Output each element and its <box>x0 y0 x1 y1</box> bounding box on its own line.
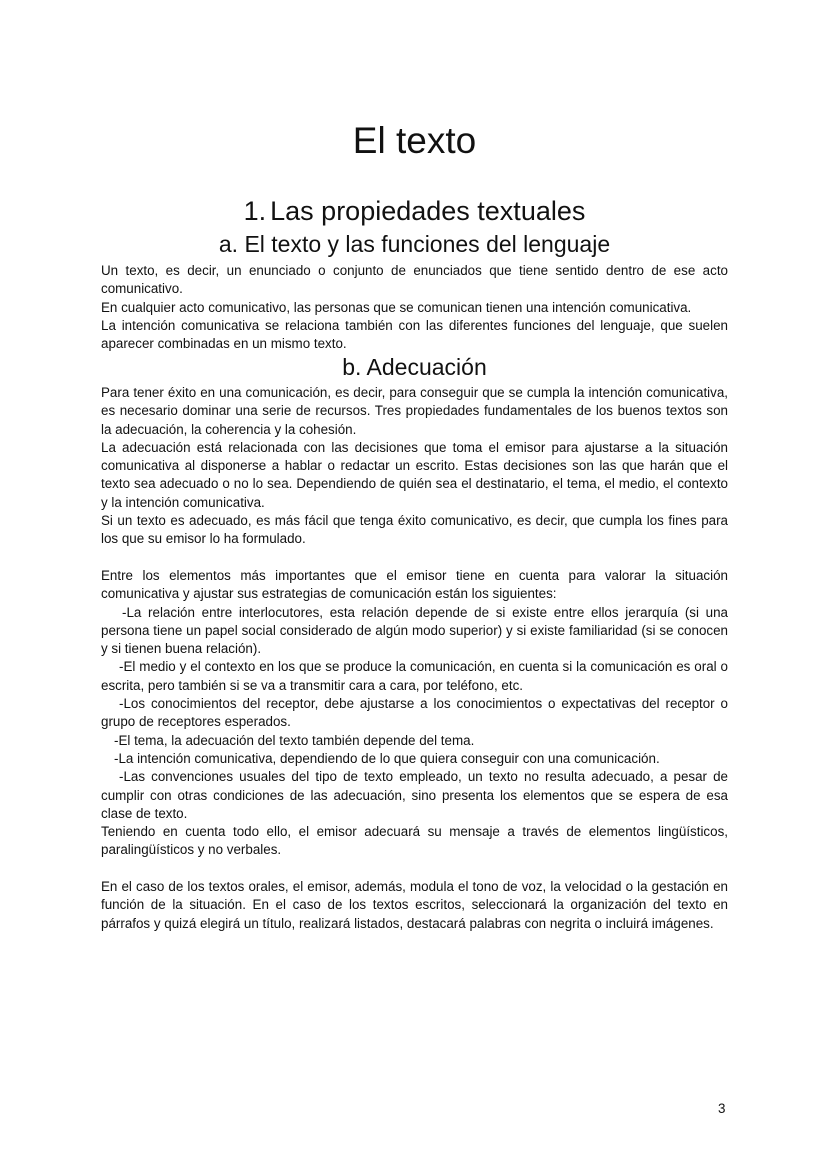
list-item: -La relación entre interlocutores, esta relación depende de si existe entre ellos jerarquía (si una persona tiene un papel social considerado de algún modo superior) y si existe familiaridad (si se conocen y si tienen buena relación). <box>101 604 728 657</box>
paragraph: Un texto, es decir, un enunciado o conjunto de enunciados que tiene sentido dentro de ese acto comunicativo. <box>101 263 728 297</box>
list-item: -El medio y el contexto en los que se produce la comunicación, en cuenta si la comunicación es oral o escrita, pero también si se va a transmitir cara a cara, por teléfono, etc. <box>101 659 728 693</box>
page-number: 3 <box>718 1101 726 1116</box>
subsection-b-body <box>101 384 728 933</box>
list-item: -El tema, la adecuación del texto también depende del tema. <box>114 732 475 748</box>
section-title: Las propiedades textuales <box>270 196 586 226</box>
subsection-a-heading: a. El texto y las funciones del lenguaje <box>218 231 611 257</box>
list-item: -Los conocimientos del receptor, debe ajustarse a los conocimientos o expectativas del receptor o grupo de receptores esperados. <box>101 696 728 730</box>
subsection-a-body <box>101 262 728 353</box>
paragraph: La intención comunicativa se relaciona también con las diferentes funciones del lenguaje, que suelen aparecer combinadas en un mismo texto. <box>101 317 728 352</box>
paragraph: La adecuación está relacionada con las decisiones que toma el emisor para ajustarse a la situación comunicativa al disponerse a hablar o redactar un escrito. Estas decisiones son las que harán que el texto sea adecuado o no lo sea. Dependiendo de quién sea el destinatario, el tema, el medio, el contexto y la intención comunicativa. <box>101 439 728 510</box>
elements-conclusion: Teniendo en cuenta todo ello, el emisor adecuará su mensaje a través de elementos lingüísticos, paralingüísticos y no verbales. <box>101 824 728 858</box>
subsection-b-heading: b. Adecuación <box>342 354 487 380</box>
paragraph: En cualquier acto comunicativo, las personas que se comunican tienen una intención comunicativa. <box>101 299 692 315</box>
section-number: 1. <box>243 196 267 226</box>
closing-paragraph: En el caso de los textos orales, el emisor, además, modula el tono de voz, la velocidad o la gestación en función de la situación. En el caso de los textos escritos, seleccionará la organización del texto en párrafos y quizá elegirá un título, realizará listados, destacará palabras con negrita o incluirá imágenes. <box>101 879 728 931</box>
paragraph-spacer <box>101 549 728 567</box>
elements-intro: Entre los elementos más importantes que el emisor tiene en cuenta para valorar la situación comunicativa y ajustar sus estrategias de comunicación están los siguientes: <box>101 567 728 602</box>
section-heading <box>101 195 728 227</box>
paragraph: Si un texto es adecuado, es más fácil que tenga éxito comunicativo, es decir, que cumpla los fines para los que su emisor lo ha formulado. <box>101 513 728 547</box>
list-item: -La intención comunicativa, dependiendo de lo que quiera conseguir con una comunicación. <box>114 750 660 766</box>
paragraph-spacer <box>101 860 728 878</box>
document-title: El texto <box>352 120 477 161</box>
list-item: -Las convenciones usuales del tipo de texto empleado, un texto no resulta adecuado, a pesar de cumplir con otras condiciones de las adecuación, sino presenta los elementos que se espera de esa clase de texto. <box>101 769 728 821</box>
paragraph: Para tener éxito en una comunicación, es decir, para conseguir que se cumpla la intención comunicativa, es necesario dominar una serie de recursos. Tres propiedades fundamentales de los buenos textos son la adecuación, la coherencia y la cohesión. <box>101 385 728 437</box>
